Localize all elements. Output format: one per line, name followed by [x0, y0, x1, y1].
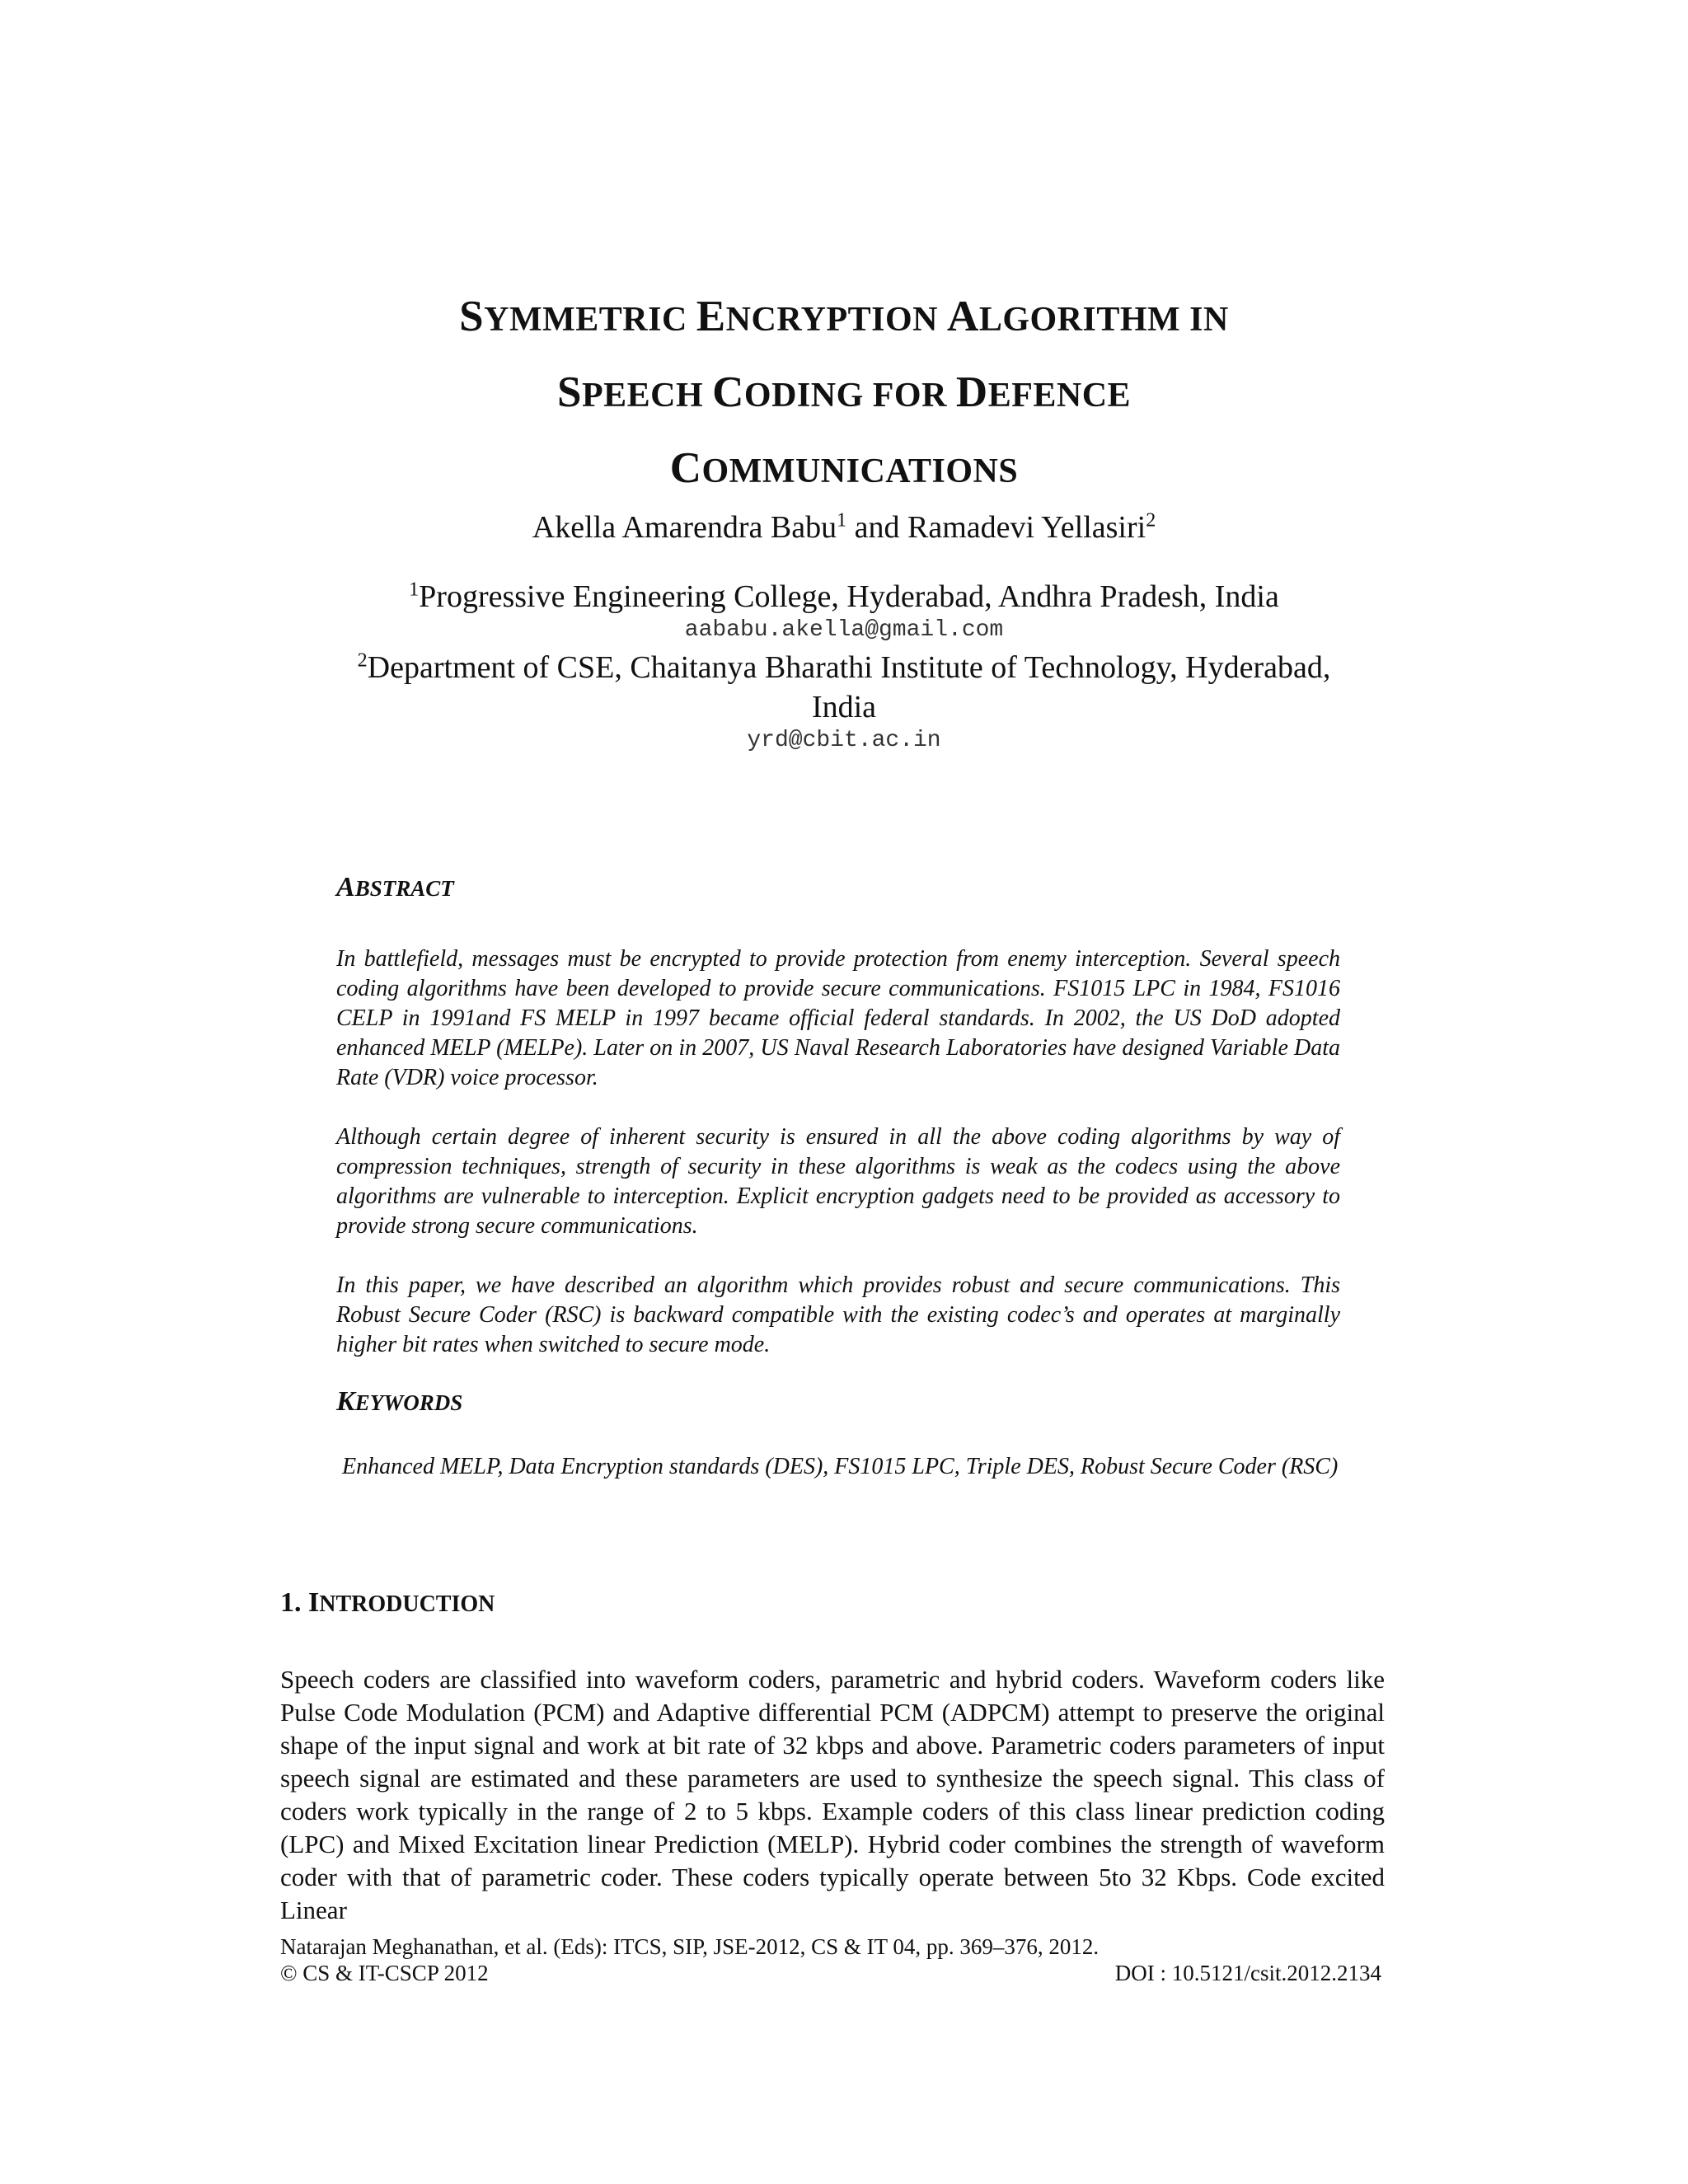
author-line	[0, 504, 1688, 551]
abstract-heading-cap: A	[336, 872, 355, 902]
keywords-text: Enhanced MELP, Data Encryption standards (DES), FS1015 LPC, Triple DES, Robust Secure Coder (RSC)	[336, 1454, 1339, 1479]
introduction-heading-rest: NTRODUCTION	[319, 1591, 495, 1617]
affiliation-1	[0, 577, 1688, 616]
abstract-body	[336, 944, 1340, 1360]
author-2-sup: 2	[1146, 509, 1156, 532]
title-line-1: SYMMETRIC ENCRYPTION ALGORITHM IN	[459, 293, 1229, 340]
author-1: Akella Amarendra Babu	[532, 510, 837, 545]
introduction-body	[280, 1663, 1385, 1927]
affiliation-2-country: India	[811, 690, 877, 724]
email-1[interactable]: aababu.akella@gmail.com	[684, 617, 1004, 643]
keywords-heading-rest: EYWORDS	[354, 1390, 463, 1415]
abstract-paragraph-3: In this paper, we have described an algorithm which provides robust and secure communications. This Robust Secure Coder (RSC) is backward compatible with the existing codec’s and operates at marginally higher bit rates when switched to secure mode.	[336, 1272, 1340, 1357]
affiliations	[0, 577, 1688, 755]
introduction-number: 1.	[280, 1587, 308, 1618]
footer-copyright: © CS & IT-CSCP 2012	[280, 1961, 489, 1985]
affiliation-2-text: Department of CSE, Chaitanya Bharathi Institute of Technology, Hyderabad,	[367, 650, 1331, 685]
affiliation-1-text: Progressive Engineering College, Hyderabad, Andhra Pradesh, India	[419, 579, 1279, 614]
footer-citation: Natarajan Meghanathan, et al. (Eds): ITCS, SIP, JSE-2012, CS & IT 04, pp. 369–376, 2012.	[280, 1934, 1100, 1959]
footer-row	[280, 1960, 1385, 1986]
author-2: Ramadevi Yellasiri	[907, 510, 1146, 545]
keywords-heading	[336, 1386, 462, 1418]
abstract-heading	[336, 872, 454, 903]
paper-title	[0, 280, 1688, 508]
affiliation-2	[0, 648, 1688, 687]
author-1-sup: 1	[837, 509, 847, 532]
email-2[interactable]: yrd@cbit.ac.in	[747, 728, 941, 753]
affiliation-1-sup: 1	[409, 579, 420, 601]
introduction-paragraph-1: Speech coders are classified into waveform coders, parametric and hybrid coders. Waveform coders like Pulse Code Modulation (PCM) and Adaptive differential PCM (ADPCM) attempt to preserve the original shape of the input signal and work at bit rate of 32 kbps and above. Parametric coders parameters of input speech signal are estimated and these parameters are used to synthesize the speech signal. This class of coders work typically in the range of 2 to 5 kbps. Example coders of this class linear prediction coding (LPC) and Mixed Excitation linear Prediction (MELP). Hybrid coder combines the strength of waveform coder with that of parametric coder. These coders typically operate between 5to 32 Kbps. Code excited Linear	[280, 1665, 1385, 1924]
abstract-heading-rest: BSTRACT	[354, 876, 454, 901]
title-line-2: SPEECH CODING FOR DEFENCE	[556, 368, 1132, 416]
keywords-heading-cap: K	[336, 1386, 355, 1417]
footer-doi[interactable]: DOI : 10.5121/csit.2012.2134	[1114, 1961, 1381, 1985]
author-conjunction: and	[846, 510, 907, 545]
page-footer	[280, 1933, 1385, 1986]
affiliation-2-sup: 2	[357, 649, 368, 672]
introduction-heading	[280, 1587, 495, 1619]
introduction-heading-cap: I	[308, 1587, 320, 1618]
keywords-body	[336, 1452, 1340, 1482]
abstract-paragraph-1: In battlefield, messages must be encrypted to provide protection from enemy interception. Several speech coding algorithms have been developed to provide secure communications. FS1015 LPC in 1984, FS1016 CELP in 1991and FS MELP in 1997 became official federal standards. In 2002, the US DoD adopted enhanced MELP (MELPe). Later on in 2007, US Naval Research Laboratories have designed Variable Data Rate (VDR) voice processor.	[336, 946, 1340, 1090]
title-line-3: COMMUNICATIONS	[669, 444, 1019, 492]
abstract-paragraph-2: Although certain degree of inherent security is ensured in all the above coding algorithms by way of compression techniques, strength of security in these algorithms is weak as the codecs using the above algorithms are vulnerable to interception. Explicit encryption gadgets need to be provided as accessory to provide strong secure communications.	[336, 1124, 1340, 1239]
